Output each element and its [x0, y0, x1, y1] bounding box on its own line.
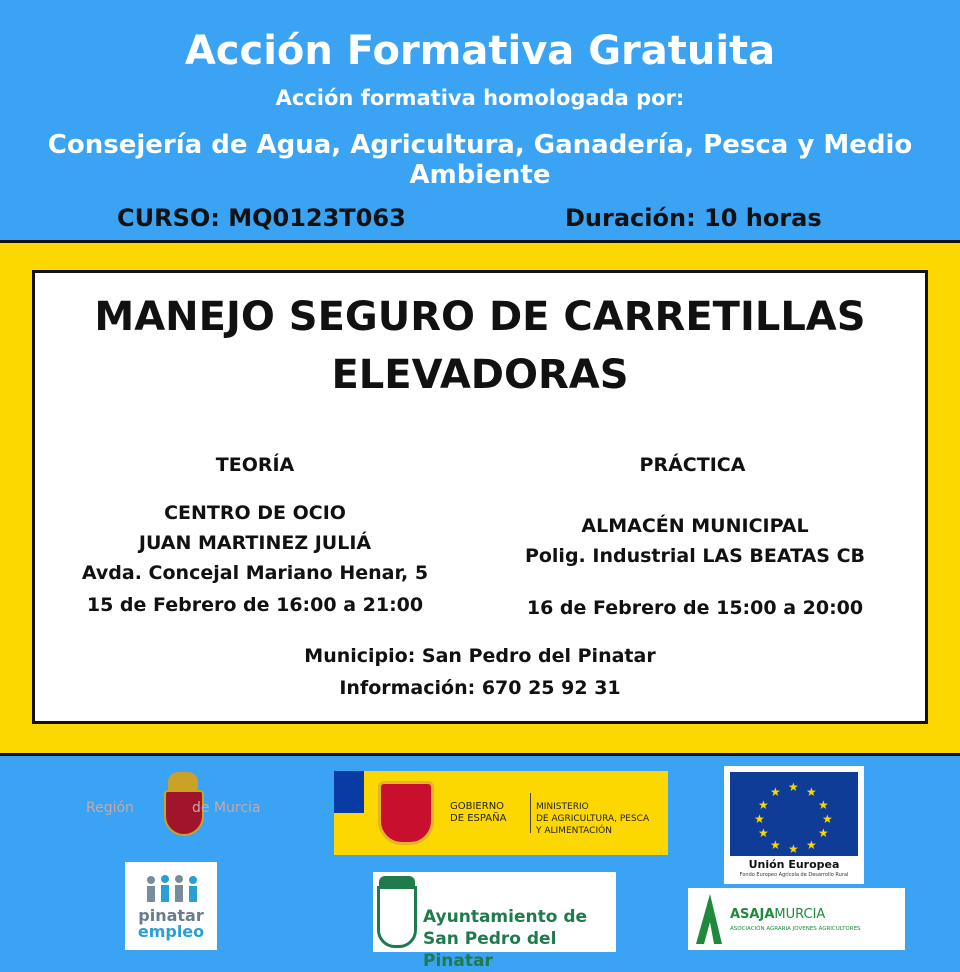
asaja-leaf-icon [694, 892, 724, 946]
crown-icon [168, 772, 198, 790]
eu-fund: Fondo Europeo Agrícola de Desarrollo Rural [739, 872, 849, 878]
ministry-line1: MINISTERIO [536, 802, 589, 812]
municipality: Municipio: San Pedro del Pinatar [304, 645, 656, 667]
eu-name: Unión Europea [748, 858, 840, 871]
ministry-name [536, 801, 649, 837]
murcia-right-text: de Murcia [192, 800, 261, 816]
asaja-main: ASAJA [730, 907, 775, 922]
theory-details [60, 498, 450, 620]
course-title-line2: ELEVADORAS [331, 352, 629, 398]
pinatar-line1: pinatar [138, 906, 204, 925]
ayuntamiento-shield-icon [377, 886, 417, 948]
pinatar-empleo-logo [125, 862, 217, 950]
course-code: CURSO: MQ0123T063 [117, 204, 406, 232]
government-name [450, 801, 506, 825]
theory-address: Avda. Concejal Mariano Henar, 5 [81, 562, 429, 584]
ministry-line3: Y ALIMENTACIÓN [536, 826, 612, 836]
theory-date: 15 de Febrero de 16:00 a 21:00 [86, 594, 424, 616]
ayto-line1: Ayuntamiento de [423, 907, 588, 927]
practice-heading: PRÁCTICA [639, 454, 746, 476]
ayto-line2: San Pedro del Pinatar [423, 929, 557, 971]
practice-details [500, 511, 890, 623]
practice-place-line1: ALMACÉN MUNICIPAL [581, 515, 809, 537]
practice-date: 16 de Febrero de 15:00 a 20:00 [526, 597, 864, 619]
asaja-region: MURCIA [774, 907, 826, 922]
organism-name: Consejería de Agua, Agricultura, Ganadería, Pesca y Medio Ambiente [47, 130, 913, 190]
theory-heading: TEORÍA [215, 454, 295, 476]
crown-icon [379, 876, 415, 886]
theory-place-line1: CENTRO DE OCIO [164, 502, 346, 524]
ayuntamiento-name [423, 906, 616, 972]
logo-divider [530, 793, 531, 833]
information-phone: Información: 670 25 92 31 [339, 677, 621, 699]
region-murcia-logo [80, 768, 280, 854]
theory-place-line2: JUAN MARTINEZ JULIÁ [138, 532, 372, 554]
eu-flag-icon: ★ ★ ★ ★ ★ ★ ★ ★ ★ ★ ★ ★ [730, 772, 858, 856]
eu-logo [724, 766, 864, 884]
course-duration: Duración: 10 horas [565, 204, 822, 232]
government-logo [334, 771, 668, 855]
course-title [32, 288, 928, 404]
murcia-left-text: Región [86, 800, 134, 816]
page-title: Acción Formativa Gratuita [184, 28, 776, 74]
practice-place-line2: Polig. Industrial LAS BEATAS CB [524, 545, 866, 567]
people-icon [143, 874, 199, 904]
asaja-title [730, 908, 825, 922]
gov-line2: DE ESPAÑA [450, 813, 507, 824]
asaja-logo [688, 888, 905, 950]
ayuntamiento-logo [373, 872, 616, 971]
page-subtitle: Acción formativa homologada por: [275, 86, 685, 110]
asaja-sub: ASOCIACIÓN AGRARIA JOVENES AGRICULTORES [730, 926, 861, 932]
ministry-line2: DE AGRICULTURA, PESCA [536, 814, 650, 824]
spain-flag-icon [334, 771, 364, 855]
course-title-line1: MANEJO SEGURO DE CARRETILLAS [94, 294, 866, 340]
gov-line1: GOBIERNO [450, 801, 505, 812]
spain-coat-of-arms-icon [378, 781, 434, 845]
pinatar-line2: empleo [137, 922, 205, 941]
